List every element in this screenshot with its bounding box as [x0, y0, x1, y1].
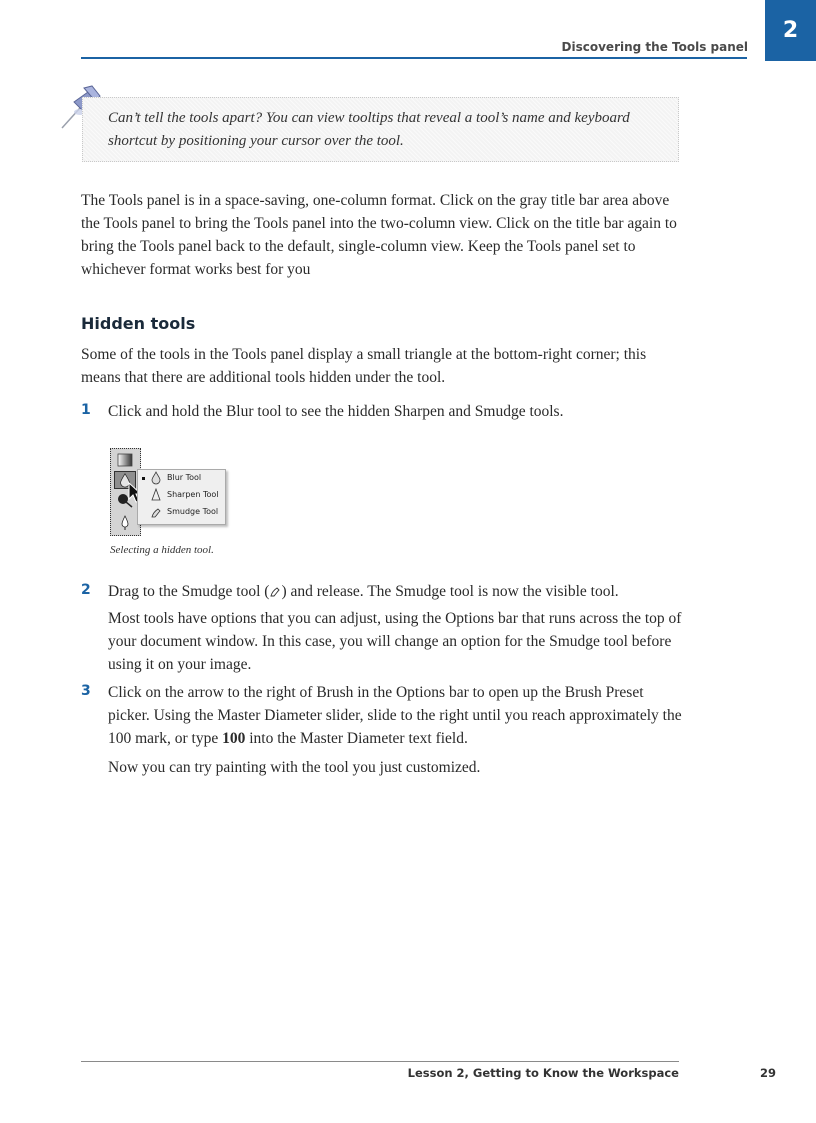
footer-rule	[81, 1061, 679, 1062]
running-head: Discovering the Tools panel	[561, 40, 748, 54]
menu-item-smudge-tool[interactable]	[150, 504, 224, 520]
intro-paragraph: The Tools panel is in a space-saving, one-column format. Click on the gray title bar area above the Tools panel to bring the Tools panel into the two-column view. Click on the title bar again to bring the Tools panel back to the default, single-column view. Keep the Tools panel set to whichever format works best for you	[81, 192, 677, 278]
step-2-followup: Most tools have options that you can adjust, using the Options bar that runs across the top of your document window. In this case, you will change an option for the Smudge tool before using it on your image.	[108, 610, 682, 673]
footer-lesson-title: Lesson 2, Getting to Know the Workspace	[407, 1066, 679, 1080]
step-3-bold-value: 100	[222, 730, 246, 747]
gradient-tool-icon	[114, 451, 136, 469]
dodge-tool-icon	[114, 513, 136, 531]
figure-caption: Selecting a hidden tool.	[110, 544, 214, 556]
blur-icon	[150, 471, 162, 485]
tip-box	[82, 97, 679, 162]
page-number: 29	[760, 1066, 777, 1080]
menu-item-label: Smudge Tool	[167, 507, 219, 516]
step-text-3	[108, 681, 688, 750]
step-2-text-after: ) and release. The Smudge tool is now the visible tool.	[281, 583, 619, 600]
chapter-number-tab: 2	[765, 0, 816, 61]
menu-item-sharpen-tool[interactable]	[150, 487, 224, 503]
menu-item-label: Sharpen Tool	[167, 490, 219, 499]
smudge-icon	[150, 505, 162, 519]
step-text-2	[108, 580, 688, 603]
sharpen-icon	[150, 488, 162, 502]
menu-item-blur-tool[interactable]	[150, 470, 224, 486]
step-number-1: 1	[81, 402, 91, 418]
step-text-1: Click and hold the Blur tool to see the hidden Sharpen and Smudge tools.	[108, 403, 564, 420]
step-3-text-after: into the Master Diameter text field.	[245, 730, 468, 747]
step-3-text-before: Click on the arrow to the right of Brush in the Options bar to open up the Brush Preset picker. Using the Master Diameter slider, slide to the right until you reach approximately the 100 mark, or type	[108, 684, 682, 747]
selected-marker	[142, 477, 145, 480]
step-number-3: 3	[81, 683, 91, 699]
section-heading: Hidden tools	[81, 314, 196, 333]
header-rule	[81, 57, 747, 59]
step-number-2: 2	[81, 582, 91, 598]
menu-item-label: Blur Tool	[167, 473, 202, 482]
tip-text: Can’t tell the tools apart? You can view tooltips that reveal a tool’s name and keyboard shortcut by positioning your cursor over the tool.	[108, 110, 630, 149]
section-paragraph: Some of the tools in the Tools panel display a small triangle at the bottom-right corner; this means that there are additional tools hidden under the tool.	[81, 346, 647, 386]
smudge-tool-icon	[269, 585, 281, 598]
step-2-text-before: Drag to the Smudge tool (	[108, 583, 270, 600]
hidden-tools-menu	[137, 469, 226, 525]
step-3-followup: Now you can try painting with the tool you just customized.	[108, 759, 481, 776]
